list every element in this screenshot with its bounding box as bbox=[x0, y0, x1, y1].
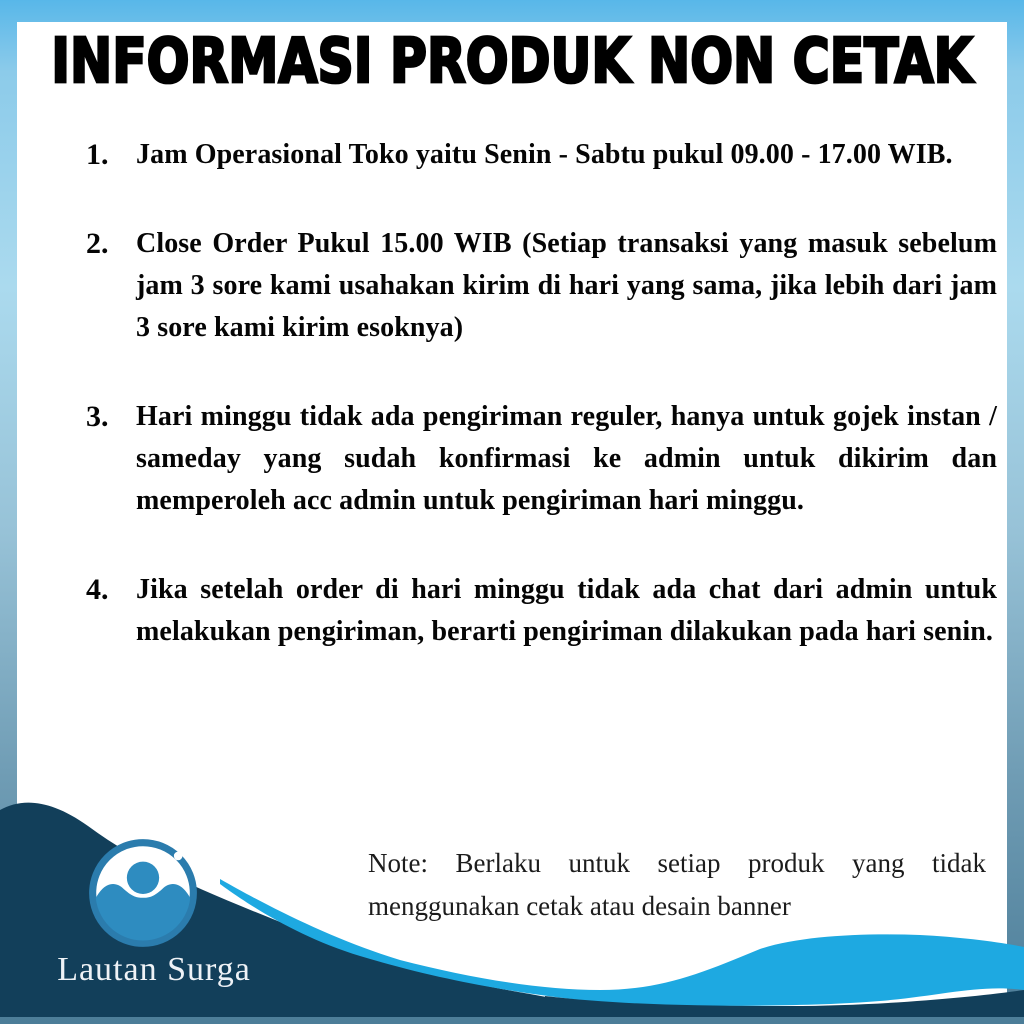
list-item-text: Jika setelah order di hari minggu tidak ada chat dari admin untuk melakukan pengiriman, berarti pengiriman dilakukan pada hari senin. bbox=[136, 574, 997, 647]
list-item-text: Jam Operasional Toko yaitu Senin - Sabtu pukul 09.00 - 17.00 WIB. bbox=[136, 139, 953, 170]
logo-ring-notch bbox=[174, 852, 183, 861]
list-item-number: 1. bbox=[86, 138, 109, 171]
brand-name: Lautan Surga bbox=[57, 951, 251, 988]
list-item bbox=[86, 569, 997, 653]
list-item-text: Close Order Pukul 15.00 WIB (Setiap transaksi yang masuk sebelum jam 3 sore kami usahakan kirim di hari yang sama, jika lebih dari jam 3 sore kami kirim esoknya) bbox=[136, 228, 997, 343]
info-list bbox=[86, 134, 997, 700]
list-item-number: 4. bbox=[86, 573, 109, 606]
list-item-text: Hari minggu tidak ada pengiriman reguler, hanya untuk gojek instan / sameday yang sudah konfirmasi ke admin untuk dikirim dan memperoleh acc admin untuk pengiriman hari minggu. bbox=[136, 401, 997, 516]
logo-sun-icon bbox=[127, 862, 159, 894]
lautan-surga-logo bbox=[86, 836, 200, 950]
list-item-number: 3. bbox=[86, 400, 109, 433]
list-item bbox=[86, 396, 997, 522]
list-item bbox=[86, 223, 997, 349]
page-title: INFORMASI PRODUK NON CETAK bbox=[51, 26, 973, 98]
note-text: Note: Berlaku untuk setiap produk yang tidak menggunakan cetak atau desain banner bbox=[368, 848, 986, 921]
list-item-number: 2. bbox=[86, 227, 109, 260]
list-item bbox=[86, 134, 997, 176]
